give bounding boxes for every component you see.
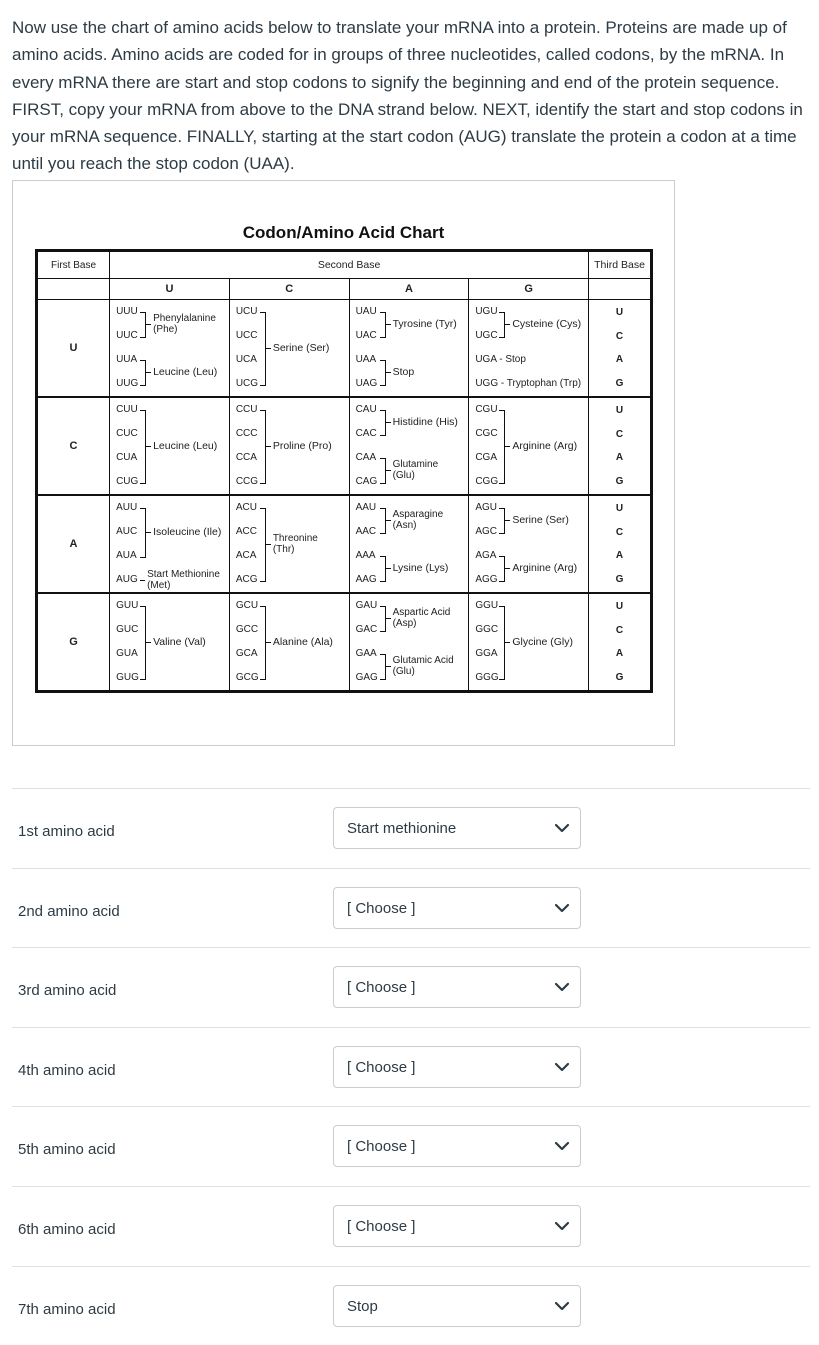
bracket-line xyxy=(380,410,386,436)
codon-label: CAA xyxy=(355,452,377,463)
third-base-label: C xyxy=(615,330,624,342)
amino-acid-dropdown[interactable] xyxy=(333,966,581,1008)
amino-acid-label: Arginine (Arg) xyxy=(512,561,578,574)
second-base-header: Second Base xyxy=(110,251,589,279)
question-label: 7th amino acid xyxy=(18,1300,116,1318)
second-base-g: G xyxy=(469,279,589,300)
amino-acid-label: Serine (Ser) xyxy=(512,513,569,526)
amino-acid-label: Lysine (Lys) xyxy=(392,561,449,574)
bracket-line xyxy=(380,654,386,680)
bracket-line xyxy=(499,556,505,582)
bracket-tick xyxy=(505,324,510,325)
bracket-tick xyxy=(146,324,151,325)
bracket-tick xyxy=(146,446,151,447)
third-base-label: A xyxy=(615,452,624,463)
third-base-label: U xyxy=(615,307,624,318)
amino-acid-label: Valine (Val) xyxy=(153,635,206,648)
amino-acid-label: Glutamic Acid (Glu) xyxy=(392,655,454,677)
question-label: 2nd amino acid xyxy=(18,902,120,920)
codon-label: CGU xyxy=(475,404,498,415)
chevron-down-icon xyxy=(553,978,571,996)
first-base-label: G xyxy=(37,593,110,692)
codon-label: AUU xyxy=(116,502,138,513)
amino-acid-label: Tyrosine (Tyr) xyxy=(392,317,457,330)
bracket-line xyxy=(140,508,146,558)
codon-label: GAA xyxy=(355,648,377,659)
codon-label: AAG xyxy=(355,574,377,585)
third-base-label: U xyxy=(615,405,624,416)
codon-cell xyxy=(229,300,349,398)
second-base-c: C xyxy=(229,279,349,300)
chevron-down-icon xyxy=(553,1137,571,1155)
bracket-tick xyxy=(505,446,510,447)
third-base-label: C xyxy=(615,526,624,538)
third-base-label: A xyxy=(615,648,624,659)
codon-label: GUU xyxy=(116,600,139,611)
codon-label: AGG xyxy=(475,574,498,585)
codon-label: GCU xyxy=(235,600,259,611)
third-base-label: U xyxy=(615,503,624,514)
codon-label: UGG - Tryptophan (Trp) xyxy=(475,378,582,389)
codon-row-u xyxy=(37,300,652,398)
codon-label: CUG xyxy=(116,476,139,487)
codon-label: AAC xyxy=(355,526,377,537)
codon-cell xyxy=(469,397,589,495)
codon-chart-figure xyxy=(12,180,675,746)
bracket-tick xyxy=(266,446,271,447)
codon-label: GCC xyxy=(235,624,259,635)
amino-acid-dropdown[interactable] xyxy=(333,1205,581,1247)
codon-cell xyxy=(349,495,469,593)
second-base-a: A xyxy=(349,279,469,300)
codon-label: CGC xyxy=(475,428,498,439)
codon-label: GGC xyxy=(475,624,499,635)
codon-label: UUG xyxy=(116,378,139,389)
amino-acid-dropdown[interactable] xyxy=(333,807,581,849)
codon-label: UAA xyxy=(355,354,377,365)
amino-acid-label: Leucine (Leu) xyxy=(153,365,218,378)
codon-label: GUA xyxy=(116,648,138,659)
amino-acid-label: Proline (Pro) xyxy=(272,439,332,452)
codon-label: CGG xyxy=(475,476,499,487)
bracket-tick xyxy=(386,470,391,471)
codon-label: GAG xyxy=(355,672,378,683)
chart-title: Codon/Amino Acid Chart xyxy=(242,223,445,242)
codon-cell xyxy=(469,300,589,398)
bracket-line xyxy=(260,312,266,386)
bracket-tick xyxy=(505,568,510,569)
dropdown-selected-value: [ Choose ] xyxy=(347,1058,416,1076)
bracket-line xyxy=(499,312,505,338)
codon-label: AAU xyxy=(355,502,377,513)
amino-acid-label: Glycine (Gly) xyxy=(512,635,573,648)
amino-acid-label: Histidine (His) xyxy=(392,415,458,428)
first-base-header: First Base xyxy=(37,251,110,279)
codon-cell xyxy=(229,593,349,692)
bracket-tick xyxy=(266,348,271,349)
codon-cell xyxy=(110,397,230,495)
amino-acid-label: Alanine (Ala) xyxy=(272,635,333,648)
bracket-tick xyxy=(146,642,151,643)
codon-label: UCG xyxy=(235,378,259,389)
bracket-tick xyxy=(505,642,510,643)
codon-label: UUA xyxy=(116,354,138,365)
amino-acid-label: Serine (Ser) xyxy=(272,341,330,354)
bracket-line xyxy=(380,606,386,632)
codon-label: UAU xyxy=(355,306,377,317)
codon-label: GAC xyxy=(355,624,378,635)
third-base-label: C xyxy=(615,428,624,440)
codon-label: CAU xyxy=(355,404,377,415)
codon-label: AUC xyxy=(116,526,138,537)
codon-label: CAG xyxy=(355,476,378,487)
codon-label: AUG xyxy=(116,574,138,585)
codon-label: AGU xyxy=(475,502,497,513)
dropdown-selected-value: [ Choose ] xyxy=(347,1218,416,1235)
chevron-down-icon xyxy=(553,819,571,837)
codon-label: ACG xyxy=(235,574,258,585)
bracket-line xyxy=(499,410,505,484)
amino-acid-label: Start Methionine (Met) xyxy=(147,569,220,591)
question-label: 4th amino acid xyxy=(18,1061,116,1079)
third-base-label: C xyxy=(615,624,624,636)
bracket-line xyxy=(140,312,146,338)
bracket-line xyxy=(140,360,146,386)
bracket-line xyxy=(140,410,146,484)
amino-acid-label: Asparagine (Asn) xyxy=(392,509,444,531)
codon-label: GUG xyxy=(116,672,139,683)
question-row xyxy=(12,1186,810,1265)
question-row xyxy=(12,788,810,867)
amino-acid-label: Phenylalanine (Phe) xyxy=(153,313,216,335)
bracket-line xyxy=(140,606,146,680)
amino-acid-label: Aspartic Acid (Asp) xyxy=(392,607,451,629)
third-base-label: A xyxy=(615,550,624,561)
codon-label: AAA xyxy=(355,550,376,561)
codon-cell xyxy=(110,495,230,593)
bracket-tick xyxy=(386,568,391,569)
instructions-text: Now use the chart of amino acids below to translate your mRNA into a protein. Proteins are made up of amino acids. Amino acids are coded for in groups of three nucleotides, called codons, by the mRNA. In every mRNA there are start and stop codons to signify the beginning and end of the protein sequence. FIRST, copy your mRNA from above to the DNA strand below. NEXT, identify the start and stop codons in your mRNA sequence. FINALLY, starting at the start codon (AUG) translate the protein a codon at a time until you reach the stop codon (UAA). xyxy=(12,18,803,174)
bracket-line xyxy=(380,508,386,534)
third-base-label: G xyxy=(615,377,624,389)
codon-label: CUC xyxy=(116,428,138,439)
bracket-line xyxy=(499,606,505,680)
codon-label: UAC xyxy=(355,330,377,341)
question-label: 1st amino acid xyxy=(18,823,115,840)
third-base-column xyxy=(589,495,652,593)
codon-label: UCC xyxy=(235,330,258,341)
codon-cell xyxy=(110,300,230,398)
codon-cell xyxy=(349,593,469,692)
question-row xyxy=(12,868,810,947)
bracket-tick xyxy=(386,372,391,373)
codon-label: GAU xyxy=(355,600,378,611)
third-base-label: A xyxy=(615,354,624,365)
second-base-u: U xyxy=(110,279,230,300)
codon-label: CUA xyxy=(116,452,138,463)
dropdown-selected-value: [ Choose ] xyxy=(347,1138,416,1156)
codon-label: GCA xyxy=(235,648,258,659)
third-base-column xyxy=(589,397,652,495)
codon-label: AGA xyxy=(475,550,497,561)
codon-cell xyxy=(469,495,589,593)
chevron-down-icon xyxy=(553,1058,571,1076)
amino-acid-label: Threonine (Thr) xyxy=(272,533,318,555)
question-label: 3rd amino acid xyxy=(18,982,117,1000)
codon-label: UUC xyxy=(116,330,138,341)
codon-label: ACC xyxy=(235,526,257,537)
bracket-line xyxy=(380,312,386,338)
third-base-header: Third Base xyxy=(589,251,652,279)
amino-acid-label: Isoleucine (Ile) xyxy=(153,525,222,538)
bracket-line xyxy=(260,606,266,680)
question-label: 6th amino acid xyxy=(18,1221,116,1238)
bracket-tick xyxy=(386,324,391,325)
bracket-tick xyxy=(386,422,391,423)
amino-acid-dropdown[interactable] xyxy=(333,1046,581,1088)
codon-label: ACU xyxy=(235,502,257,513)
codon-label: GGA xyxy=(475,648,498,659)
bracket-tick xyxy=(266,544,271,545)
amino-acid-label: Stop xyxy=(392,365,415,378)
question-row xyxy=(12,1106,810,1185)
third-base-label: G xyxy=(615,573,624,585)
bracket-line xyxy=(260,508,266,582)
codon-label: CUU xyxy=(116,404,138,415)
codon-label: ACA xyxy=(235,550,257,561)
codon-label: UAG xyxy=(355,378,378,389)
amino-acid-label: Arginine (Arg) xyxy=(512,439,578,452)
codon-label: UUU xyxy=(116,306,138,317)
dropdown-selected-value: Start methionine xyxy=(347,820,457,837)
codon-label: UGA - Stop xyxy=(475,354,526,365)
question-row xyxy=(12,1266,810,1345)
codon-cell xyxy=(110,593,230,692)
amino-acid-dropdown[interactable] xyxy=(333,887,581,929)
bracket-line xyxy=(499,508,505,534)
codon-label: AGC xyxy=(475,526,497,537)
amino-acid-label: Glutamine (Glu) xyxy=(392,459,439,481)
third-base-label: G xyxy=(615,475,624,487)
third-base-label: U xyxy=(615,601,624,612)
codon-label: CCA xyxy=(235,452,257,463)
bracket-line xyxy=(380,556,386,582)
bracket-tick xyxy=(140,580,145,581)
codon-row-a xyxy=(37,495,652,593)
codon-label: UCU xyxy=(235,306,258,317)
third-base-label: G xyxy=(615,671,624,683)
bracket-tick xyxy=(386,618,391,619)
codon-label: AUA xyxy=(116,550,137,561)
first-base-label: U xyxy=(37,300,110,398)
question-row xyxy=(12,947,810,1026)
first-base-label: C xyxy=(37,397,110,495)
codon-label: CCU xyxy=(235,404,258,415)
chevron-down-icon xyxy=(553,899,571,917)
first-base-label: A xyxy=(37,495,110,593)
bracket-tick xyxy=(386,520,391,521)
question-row xyxy=(12,1027,810,1106)
amino-acid-label: Cysteine (Cys) xyxy=(512,317,582,330)
codon-label: GUC xyxy=(116,624,139,635)
codon-label: CAC xyxy=(355,428,377,439)
codon-label: GGU xyxy=(475,600,499,611)
bracket-tick xyxy=(505,520,510,521)
dropdown-selected-value: Stop xyxy=(347,1297,378,1315)
amino-acid-dropdown[interactable] xyxy=(333,1285,581,1327)
chevron-down-icon xyxy=(553,1217,571,1235)
codon-label: GGG xyxy=(475,672,499,683)
bracket-line xyxy=(260,410,266,484)
third-base-column xyxy=(589,593,652,692)
codon-cell xyxy=(469,593,589,692)
codon-label: UGC xyxy=(475,330,498,341)
codon-label: CGA xyxy=(475,452,497,463)
dropdown-selected-value: [ Choose ] xyxy=(347,899,416,917)
amino-acid-label: Leucine (Leu) xyxy=(153,439,218,452)
bracket-tick xyxy=(146,532,151,533)
question-label: 5th amino acid xyxy=(18,1141,116,1159)
third-base-column xyxy=(589,300,652,398)
dropdown-selected-value: [ Choose ] xyxy=(347,979,416,997)
codon-row-c xyxy=(37,397,652,495)
bracket-line xyxy=(380,360,386,386)
codon-cell xyxy=(349,397,469,495)
codon-row-g xyxy=(37,593,652,692)
codon-label: CCG xyxy=(235,476,259,487)
codon-label: UGU xyxy=(475,306,498,317)
codon-cell xyxy=(229,397,349,495)
bracket-tick xyxy=(146,372,151,373)
codon-cell xyxy=(229,495,349,593)
amino-acid-dropdown[interactable] xyxy=(333,1125,581,1167)
bracket-tick xyxy=(386,666,391,667)
chevron-down-icon xyxy=(553,1297,571,1315)
codon-label: UCA xyxy=(235,354,257,365)
codon-label: GCG xyxy=(235,672,259,683)
codon-table xyxy=(35,249,653,693)
codon-cell xyxy=(349,300,469,398)
bracket-line xyxy=(380,458,386,484)
bracket-tick xyxy=(266,642,271,643)
codon-label: CCC xyxy=(235,428,258,439)
